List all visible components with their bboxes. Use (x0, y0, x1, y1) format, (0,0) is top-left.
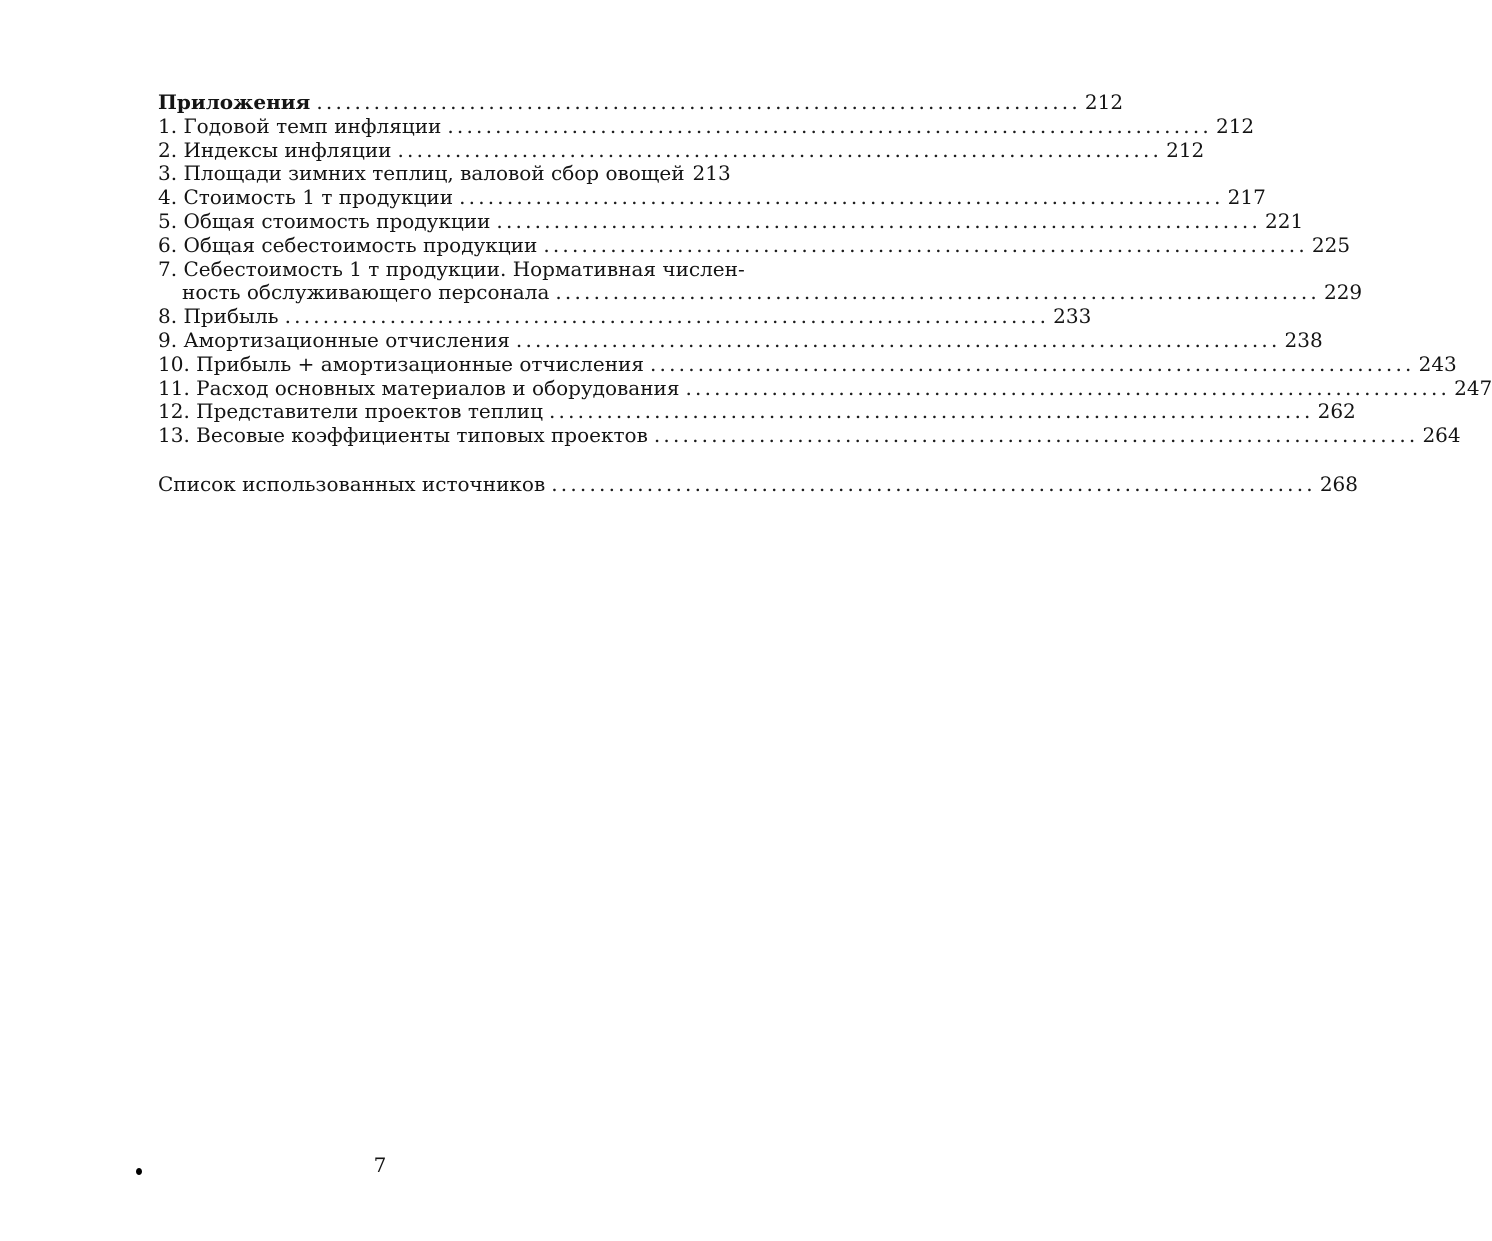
toc-entry-continuation (158, 280, 1363, 305)
toc-entry (158, 351, 1457, 377)
toc-page-number: 212 (1215, 113, 1255, 138)
toc-entry-text: 7. Себестоимость 1 т продукции. Нормативная числен- (158, 256, 745, 281)
toc-page-number: 229 (1323, 280, 1363, 305)
toc-entry-text: 3. Площади зимних теплиц, валовой сбор овощей (158, 161, 685, 186)
toc-entry-text: 8. Прибыль (158, 304, 279, 329)
toc-entry (158, 375, 1492, 401)
toc-entry (158, 304, 1092, 329)
toc-entry-text: 9. Амортизационные отчисления (158, 327, 510, 352)
toc-page-number: 212 (1166, 137, 1205, 162)
toc-entry (158, 232, 1351, 258)
dot-leader: ................................................................................ (447, 113, 1212, 138)
toc-page-number: 221 (1265, 208, 1304, 233)
toc-entry (158, 161, 731, 186)
dot-leader: ................................................................................ (284, 304, 1050, 329)
toc-entry (158, 185, 1266, 210)
toc-entry (158, 208, 1304, 234)
dot-leader: ................................................................................ (650, 351, 1415, 376)
toc-entry-text: 10. Прибыль + амортизационные отчисления (158, 351, 644, 376)
dot-leader: ................................................................................ (549, 399, 1314, 424)
dot-leader: ................................................................................ (653, 423, 1419, 448)
dot-leader: ................................................................................ (551, 471, 1316, 496)
toc-heading-appendices (158, 90, 1124, 115)
page-number: 7 (373, 1153, 387, 1177)
toc-page-number: 233 (1053, 304, 1092, 329)
toc-entry-text-continued: ность обслуживающего персонала (182, 280, 550, 305)
toc-entry-multiline (158, 256, 1363, 306)
toc-entry (158, 423, 1461, 448)
ink-speck (136, 1168, 142, 1175)
toc-entry-text: Список использованных источников (158, 471, 546, 496)
toc-page-number: 243 (1418, 351, 1457, 376)
toc-entry-text: 6. Общая себестоимость продукции (158, 232, 538, 257)
toc-entry-text: 1. Годовой темп инфляции (158, 113, 442, 138)
toc-page-number: 213 (692, 161, 731, 186)
toc-entry-text: 11. Расход основных материалов и оборудования (158, 375, 680, 400)
toc-entry (158, 113, 1255, 139)
toc-entry-text: 13. Весовые коэффициенты типовых проектов (158, 423, 648, 448)
toc-entry-text: 12. Представители проектов теплиц (158, 399, 543, 424)
toc-heading-text: Приложения (158, 90, 311, 114)
dot-leader: ................................................................................ (685, 375, 1451, 400)
toc-page-number: 238 (1284, 327, 1323, 352)
toc-page-number: 264 (1422, 423, 1461, 448)
dot-leader: ................................................................................ (496, 208, 1261, 233)
toc-page-number: 262 (1317, 399, 1356, 424)
table-of-contents (158, 90, 1492, 497)
toc-page-number: 268 (1319, 471, 1359, 496)
dot-leader: ................................................................................ (543, 232, 1308, 257)
toc-entry-references (158, 471, 1359, 497)
toc-page-number: 247 (1454, 375, 1492, 400)
dot-leader: ................................................................................ (459, 185, 1224, 210)
toc-entry (158, 399, 1356, 424)
dot-leader: ................................................................................ (515, 327, 1281, 352)
toc-entry (158, 137, 1205, 163)
toc-page-number: 217 (1227, 185, 1266, 210)
dot-leader: ................................................................................ (397, 137, 1163, 162)
toc-entry-text: 2. Индексы инфляции (158, 137, 392, 162)
toc-page-number: 225 (1311, 232, 1351, 257)
toc-entry-text: 5. Общая стоимость продукции (158, 208, 491, 233)
dot-leader: ................................................................................ (316, 90, 1081, 114)
dot-leader: ................................................................................ (555, 280, 1320, 305)
toc-entry-text: 4. Стоимость 1 т продукции (158, 185, 454, 210)
toc-page-number: 212 (1084, 90, 1124, 114)
toc-entry (158, 327, 1323, 353)
section-gap (158, 448, 714, 473)
